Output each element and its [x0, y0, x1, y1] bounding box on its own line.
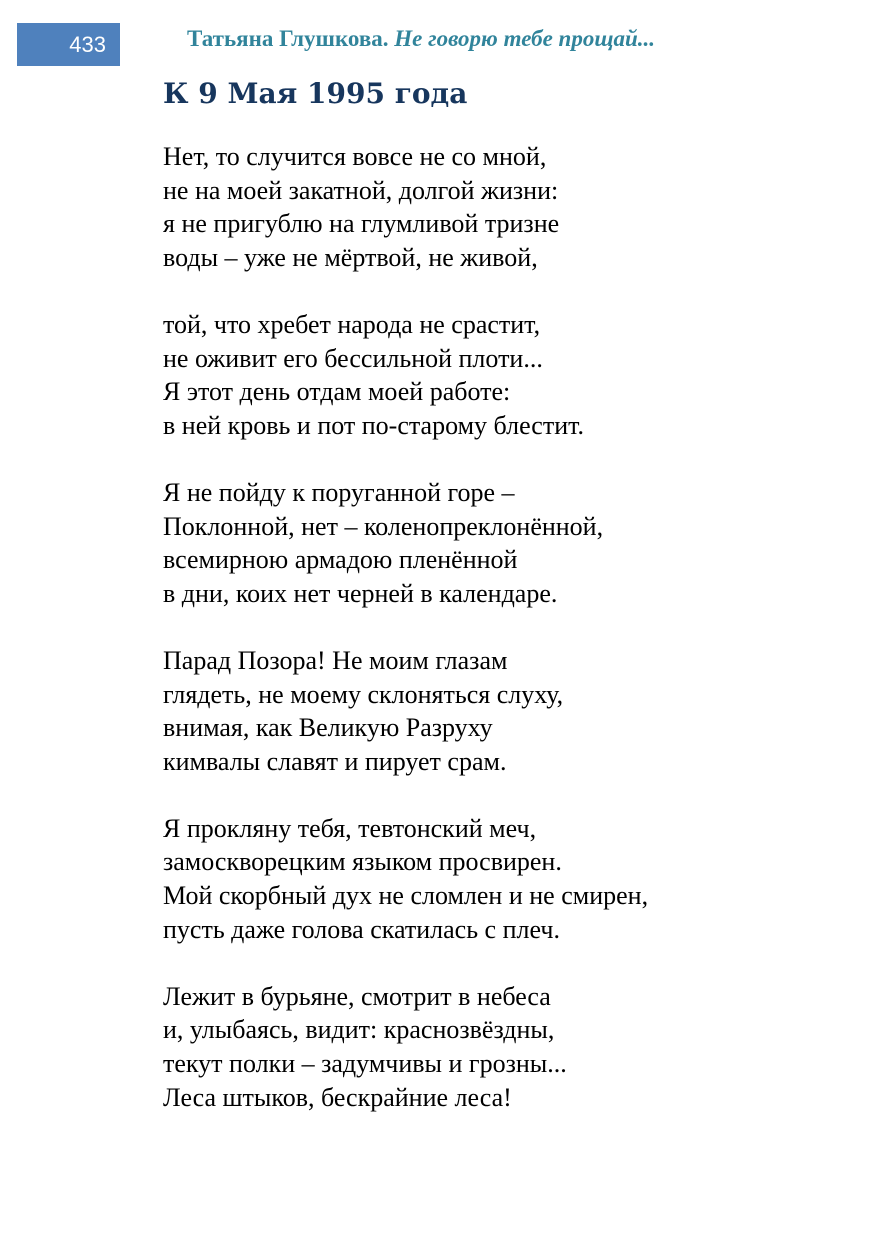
poem-line: Я прокляну тебя, тевтонский меч,: [163, 813, 537, 843]
poem-line: в дни, коих нет черней в календаре.: [163, 578, 558, 608]
poem-line: я не пригублю на глумливой тризне: [163, 209, 560, 239]
poem-line: Я не пойду к поруганной горе –: [163, 477, 515, 507]
poem-line: внимая, как Великую Разруху: [163, 713, 493, 743]
stanza: [163, 476, 843, 610]
poem-title: К 9 Мая 1995 года: [163, 77, 468, 110]
poem-line: и, улыбаясь, видит: краснозвёздны,: [163, 1015, 555, 1045]
stanza: [163, 812, 843, 946]
poem-line: Поклонной, нет – коленопреклонённой,: [163, 511, 604, 541]
poem-line: Мой скорбный дух не сломлен и не смирен,: [163, 881, 649, 911]
running-header: [187, 24, 655, 54]
header-book-title: Не говорю тебе прощай...: [394, 26, 656, 51]
poem-line: Леса штыков, бескрайние леса!: [163, 1082, 512, 1112]
poem-line: Лежит в бурьяне, смотрит в небеса: [163, 981, 551, 1011]
stanza: [163, 980, 843, 1114]
poem-line: глядеть, не моему склоняться слуху,: [163, 679, 564, 709]
header-author: Татьяна Глушкова.: [187, 26, 389, 51]
poem-line: Нет, то случится вовсе не со мной,: [163, 142, 547, 171]
poem-line: кимвалы славят и пирует срам.: [163, 746, 507, 776]
poem-line: всемирною армадою пленённой: [163, 545, 518, 575]
poem-body: [163, 140, 843, 1148]
stanza: [163, 644, 843, 778]
poem-line: той, что хребет народа не срастит,: [163, 309, 541, 339]
poem-line: воды – уже не мёртвой, не живой,: [163, 242, 538, 272]
poem-line: не на моей закатной, долгой жизни:: [163, 175, 559, 205]
poem-line: текут полки – задумчивы и грозны...: [163, 1049, 567, 1079]
poem-line: Я этот день отдам моей работе:: [163, 377, 511, 407]
poem-line: замоскворецким языком просвирен.: [163, 847, 562, 877]
page-number-badge: [17, 23, 120, 66]
poem-line: не оживит его бессильной плоти...: [163, 343, 543, 373]
poem-line: в ней кровь и пот по-старому блестит.: [163, 410, 585, 440]
page-number: 433: [69, 32, 106, 57]
stanza: [163, 140, 843, 274]
poem-line: Парад Позора! Не моим глазам: [163, 645, 508, 675]
poem-line: пусть даже голова скатилась с плеч.: [163, 914, 560, 944]
stanza: [163, 308, 843, 442]
